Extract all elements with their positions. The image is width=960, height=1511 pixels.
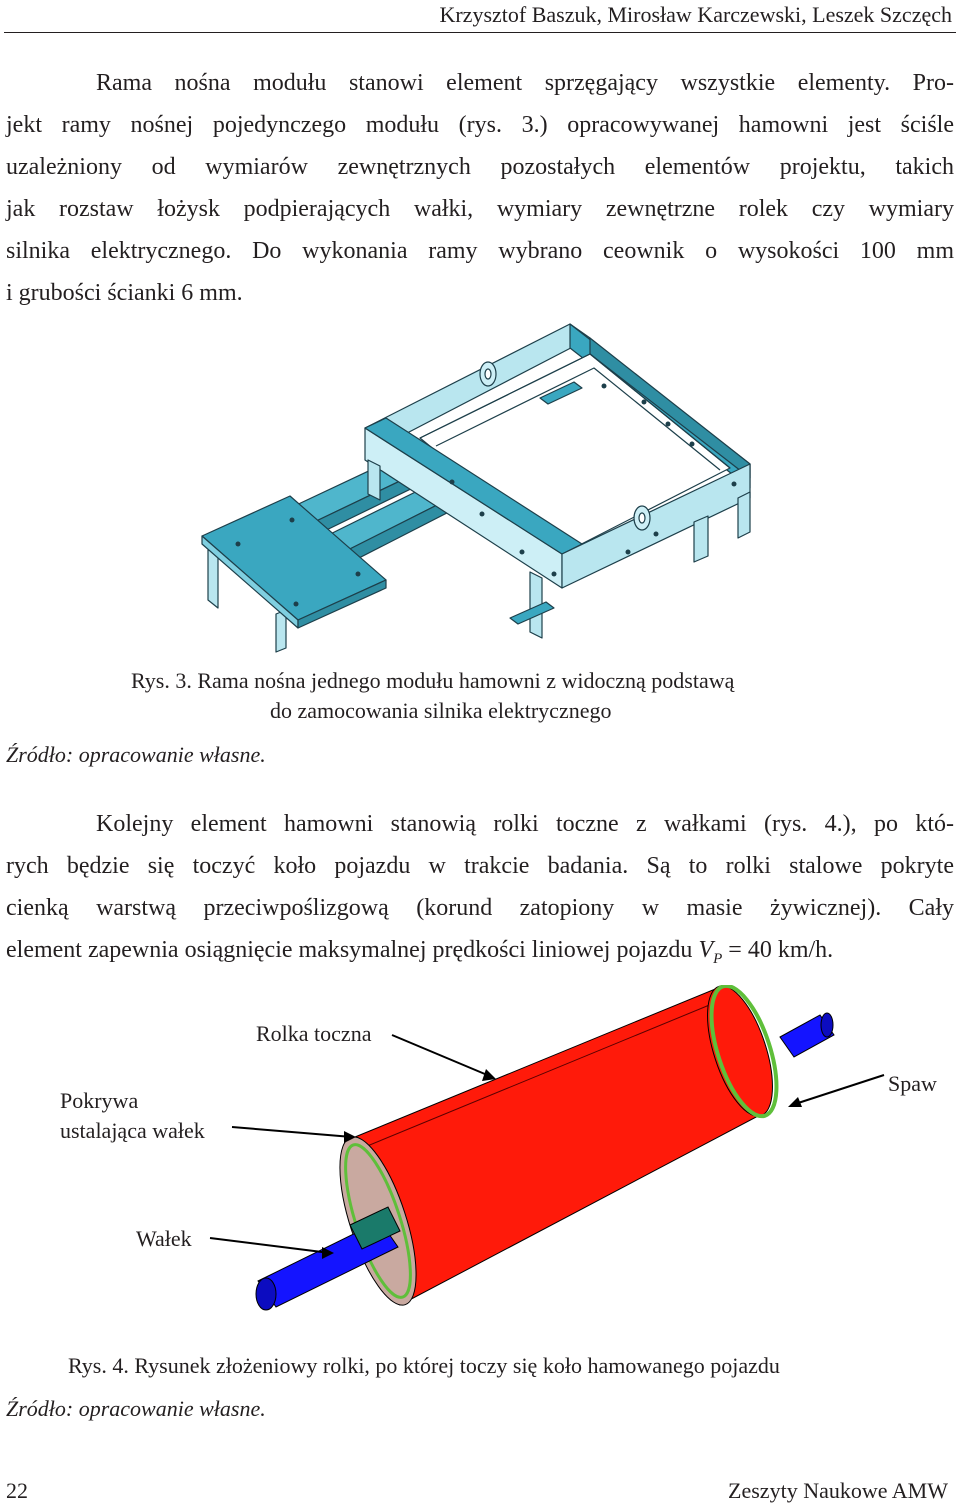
label-pokrywa-line-1: Pokrywa [60, 1088, 139, 1113]
paragraph-1 [6, 62, 954, 314]
paragraph-line: silnika elektrycznego. Do wykonania ramy wybrano ceownik o wysokości 100 mm [6, 238, 954, 264]
running-header: Krzysztof Baszuk, Mirosław Karczewski, Leszek Szczęch [439, 2, 952, 27]
paragraph-2 [6, 803, 954, 980]
label-pokrywa-line-2: ustalająca wałek [60, 1118, 205, 1143]
velocity-symbol: V [698, 937, 714, 963]
frame-figure [190, 318, 770, 658]
page-number: 22 [6, 1478, 28, 1503]
header-rule [4, 32, 956, 33]
paragraph-line: uzależniony od wymiarów zewnętrznych pozostałych elementów projektu, takich [6, 154, 954, 180]
paragraph-line: Kolejny element hamowni stanowią rolki toczne z wałkami (rys. 4.), po któ- [96, 811, 954, 837]
paragraph-line: jekt ramy nośnej pojedynczego modułu (rys. 3.) opracowywanej hamowni jest ściśle [6, 112, 954, 138]
paragraph-line: Rama nośna modułu stanowi element sprzęgający wszystkie elementy. Pro- [96, 70, 954, 96]
velocity-value: = 40 km/h. [722, 937, 834, 963]
figure-3-source: Źródło: opracowanie własne. [6, 742, 266, 767]
label-rolka-toczna: Rolka toczna [256, 1021, 372, 1046]
paragraph-line [6, 929, 954, 980]
paragraph-line: jak rozstaw łożysk podpierających wałki, wymiary zewnętrzne rolek czy wymiary [6, 196, 954, 222]
paragraph-line: cienką warstwą przeciwpoślizgową (korund zatopiony w masie żywicznej). Cały [6, 895, 954, 921]
journal-name: Zeszyty Naukowe AMW [728, 1478, 948, 1503]
velocity-text: element zapewnia osiągnięcie maksymalnej prędkości liniowej pojazdu [6, 937, 699, 963]
figure-3-caption-line-1: Rys. 3. Rama nośna jednego modułu hamowni z widoczną podstawą [131, 668, 735, 693]
label-walek: Wałek [136, 1226, 192, 1251]
figure-4-caption: Rys. 4. Rysunek złożeniowy rolki, po której toczy się koło hamowanego pojazdu [68, 1353, 780, 1378]
paragraph-line: i grubości ścianki 6 mm. [6, 280, 243, 306]
figure-4-source: Źródło: opracowanie własne. [6, 1396, 266, 1421]
figure-3-caption-line-2: do zamocowania silnika elektrycznego [270, 698, 612, 723]
label-spaw: Spaw [888, 1071, 937, 1096]
paragraph-line: rych będzie się toczyć koło pojazdu w trakcie badania. Są to rolki stalowe pokryte [6, 853, 954, 879]
roller-figure [0, 985, 960, 1330]
velocity-subscript: P [713, 950, 723, 967]
